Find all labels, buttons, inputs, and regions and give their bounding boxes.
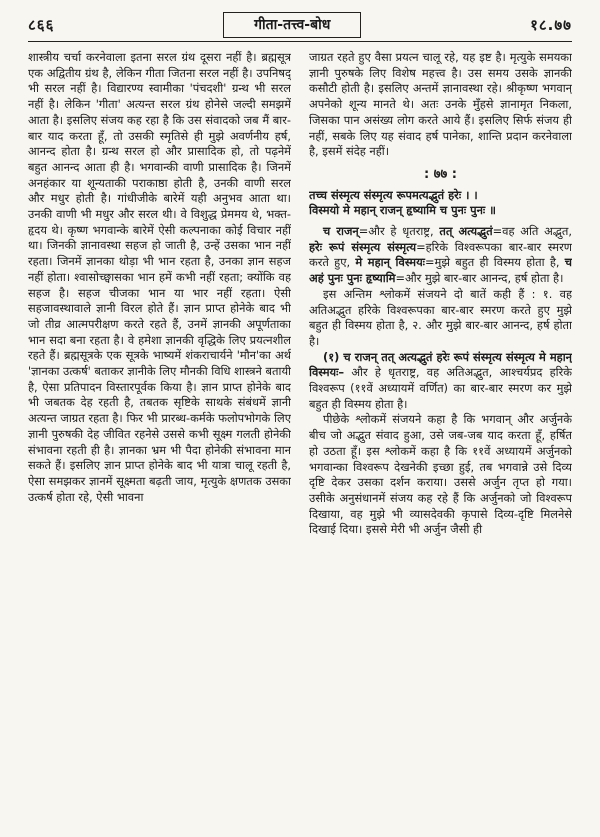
header-divider [28, 41, 572, 42]
page-number-left: ८६६ [28, 16, 55, 34]
sanskrit-term: तत् अत्यद्भुतं [439, 224, 493, 239]
sanskrit-term: हरेः रूपं संस्मृत्य संस्मृत्य [309, 239, 417, 254]
page-header [28, 12, 572, 38]
book-title: गीता-तत्त्व-बोध [223, 12, 361, 38]
commentary-paragraph-1 [309, 350, 572, 413]
text-columns [28, 50, 572, 808]
verse-line-1: तच्च संस्मृत्य संस्मृत्य रूपमत्यद्भुतं हरेः । । [309, 187, 478, 202]
sanskrit-term: मे महान् विस्मयः [355, 255, 425, 270]
section-number: : ७७ : [424, 166, 457, 182]
page-number-right: १८.७७ [530, 16, 572, 34]
verse-line-2: विस्मयो मे महान् राजन् हृष्यामि च पुनः पुनः ॥ [309, 203, 497, 218]
commentary-paragraph-2: पीछेके श्लोकमें संजयने कहा है कि भगवान् और अर्जुनके बीच जो अद्भुत संवाद हुआ, उसे जब-जब याद करता हूँ, हर्षित हो उठता हूँ। इस श्लोकमें कहा है कि ११वें अध्यायमें अर्जुनको भगवान्का विश्वरूप देखनेकी इच्छा हुई, तब भगवान्ने उसे दिव्य दृष्टि देकर उसका दर्शन कराया। उससे अर्जुन तृप्त हो गया। उसीके अनुसंधानमें संजय कह रहे हैं कि अर्जुनको जो विश्वरूप दिखाया, वह मुझे भी व्यासदेवकी कृपासे दिव्य-दृष्टि मिलनेसे दिखाई दिया। इससे मेरी भी अर्जुन जैसी ही [309, 412, 572, 537]
commentary-1-text: और हे धृतराष्ट्र, वह अतिअद्भुत, आश्चर्यप्रद हरिके विश्वरूप (११वें अध्यायमें वर्णित) का बार-बार स्मरण कर मुझे बहुत ही विस्मय होता है। [309, 365, 572, 411]
summary-paragraph: इस अन्तिम श्लोकमें संजयने दो बातें कही हैं : १. वह अतिअद्भुत हरिके विश्वरूपका बार-बार स्मरण करते हुए मुझे बहुत ही विस्मय होता है, २. और मुझे बार-बार आनन्द, हर्ष होता है। [309, 286, 572, 348]
left-column [28, 50, 291, 808]
left-column-text: शास्त्रीय चर्चा करनेवाला इतना सरल ग्रंथ दूसरा नहीं है। ब्रह्मसूत्र एक अद्वितीय ग्रंथ है, लेकिन गीता जितना सरल नहीं है। उपनिषद् भी सरल नहीं है। विद्यारण्य स्वामीका 'पंचदशी' ग्रन्थ भी सरल नहीं है। लेकिन 'गीता' अत्यन्त सरल ग्रंथ होनेसे जल्दी समझमें आता है। इसलिए संजय कह रहा है कि उस संवादको जब मैं बार-बार याद करता हूँ, तो उसकी स्मृतिसे ही मुझे अवर्णनीय हर्ष, आनन्द होता है। ग्रन्थ सरल हो और प्रासादिक हो, तो पढ़नेमें बहुत आनन्द आता ही है। भगवान्की वाणी प्रासादिक है। जिनमें अनहंकार या शून्यताकी पराकाष्ठा होती है, उनकी वाणी सरल और मधुर होती है। गांधीजीके बारेमें यही अनुभव आता था। उनकी वाणी भी मधुर और सरल थी। वे विशुद्ध प्रेममय थे, भक्त-हृदय थे। कृष्ण भगवान्के बारेमें ऐसी कल्पनाका कोई विचार नहीं था। जिनकी ज्ञानावस्था सहज हो जाती है, उन्हें उसका भान नहीं रहता। जिनमें ज्ञानका थोड़ा भी भान रहता है, उनका ज्ञान सहज नहीं होता। श्वासोच्छ्वासका भान हमें कभी नहीं रहता; क्योंकि वह सहज है। सहज चीजका भान या भार नहीं रहता। ऐसी सहजावस्थावाले ज्ञानी विरल होते हैं। ज्ञान प्राप्त होनेके बाद भी जो तीव्र आत्मपरीक्षण करते रहते हैं, उनमें ज्ञानकी अपूर्णताका भान सदा बना रहता है। वे हमेशा ज्ञानकी वृद्धिके लिए प्रयत्नशील रहते हैं। ब्रह्मसूत्रके एक सूत्रके भाष्यमें शंकराचार्यने 'मौन'का अर्थ 'ज्ञानका उत्कर्ष' बताकर ज्ञानीके लिए मौनकी विधि शास्त्रने बतायी है, ऐसा प्रतिपादन विस्तारपूर्वक किया है। ज्ञान प्राप्त होनेके बाद भी जबतक देह रहती है, तबतक सृष्टिके साथके संबंधमें ज्ञानी अत्यन्त जाग्रत रहता है। फिर भी प्रारब्ध-कर्मके फलोपभोगके लिए ज्ञानी पुरुषकी देह जीवित रहनेसे उससे कभी सूक्ष्म गलती होनेकी संभावना रहती ही है। ज्ञानका भ्रम भी पैदा होनेकी संभावना मान सकते हैं। इसलिए ज्ञान प्राप्त होनेके बाद भी यात्रा चालू रहती है, ऐसा समझकर ज्ञानमें सूक्ष्मता बढ़ती जाय, मृत्युके क्षणतक उसका उत्कर्ष होता रहे, ऐसी भावना [28, 50, 291, 504]
right-column [309, 50, 572, 808]
continuation-paragraph: जाग्रत रहते हुए वैसा प्रयत्न चालू रहे, यह इष्ट है। मृत्युके समयका ज्ञानी पुरुषके लिए विशेष महत्त्व है। उस समय उसके ज्ञानकी कसौटी होती है। इसलिए अन्तमें ज्ञानावस्था रहे। श्रीकृष्ण भगवान् अपनेको शून्य मानते थे। अतः उनके मुँहसे ज्ञानामृत निकला, जिसका पान असंख्य लोग करते आये हैं। इसलिए सिर्फ संजय ही नहीं, सबके लिए यह संवाद हर्ष पानेका, शान्ति प्रदान करनेवाला है, इसमें संदेह नहीं। [309, 50, 572, 159]
verse-block [309, 188, 572, 219]
word-meanings: च राजन्=और हे धृतराष्ट्र, तत् अत्यद्भुतं=वह अति अद्भुत, हरेः रूपं संस्मृत्य संस्मृत्य=हरिके विश्वरूपका बार-बार स्मरण करते हुए, मे महान् विस्मयः=मुझे बहुत ही विस्मय होता है, च अहं पुनः पुनः हृष्यामि=और मुझे बार-बार आनन्द, हर्ष होता है। [309, 224, 572, 286]
sanskrit-term: च राजन् [323, 224, 359, 239]
sanskrit-term: च अहं पुनः पुनः हृष्यामि [309, 255, 572, 286]
commentary-1-lead: (१) च राजन् तत् अत्यद्भुतं हरेः रूपं संस्मृत्य संस्मृत्य मे महान् विस्मयः– [309, 349, 572, 380]
